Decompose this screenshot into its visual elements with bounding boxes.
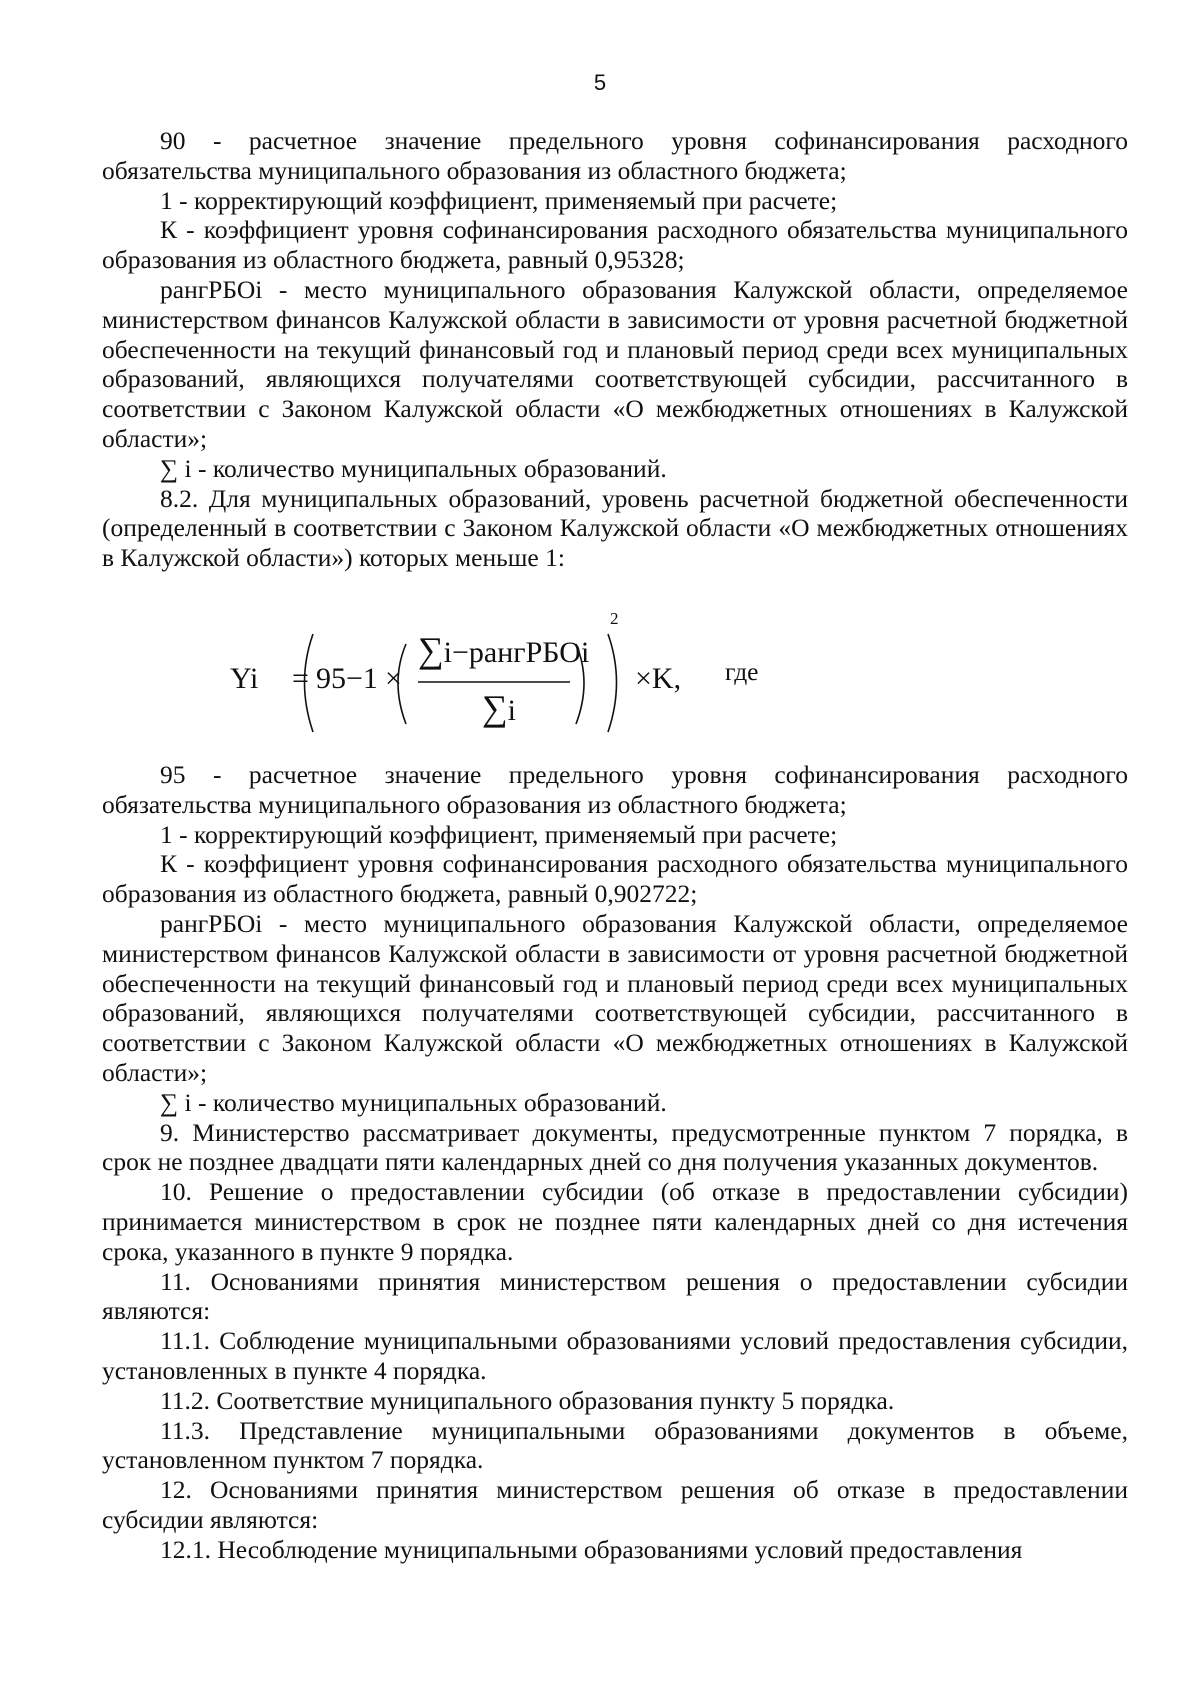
paragraph-sum-definition-2: ∑ i - количество муниципальных образований. — [160, 1087, 667, 1117]
paragraph-11: 11. Основаниями принятия министерством решения о предоставлении субсидии являются: — [102, 1266, 1128, 1326]
paragraph-90-definition: 90 - расчетное значение предельного уровня софинансирования расходного обязательства муниципального образования из областного бюджета; — [102, 126, 1128, 185]
paragraph-11-3: 11.3. Представление муниципальными образованиями документов в объеме, установленном пунктом 7 порядка. — [102, 1415, 1128, 1475]
paragraph-sum-definition: ∑ i - количество муниципальных образований. — [160, 453, 667, 483]
paragraph-rank-definition-2: рангРБОi - место муниципального образования Калужской области, определяемое министерством финансов Калужской области в зависимости от уровня расчетной бюджетной обеспеченности на текущий финансовый год и плановый период среди всех муниципальных образований, являющихся получателями соответствующей субсидии, рассчитанного в соответствии с Законом Калужской области «О межбюджетных отношениях в Калужской области»; — [102, 908, 1128, 1087]
paragraph-k-coefficient: К - коэффициент уровня софинансирования расходного обязательства муниципального образования из областного бюджета, равный 0,95328; — [102, 215, 1128, 275]
formula-where: где — [725, 657, 759, 686]
formula-lhs: Yi — [230, 662, 259, 695]
formula-equals: = — [292, 662, 309, 695]
formula-numerator — [418, 632, 589, 668]
formula-exponent: 2 — [610, 609, 619, 628]
paragraph-11-1: 11.1. Соблюдение муниципальными образованиями условий предоставления субсидии, установленных в пункте 4 порядка. — [102, 1326, 1128, 1385]
middle-text-block — [102, 760, 1128, 1565]
paragraph-12: 12. Основаниями принятия министерством решения об отказе в предоставлении субсидии являются: — [102, 1475, 1128, 1534]
paragraph-12-1: 12.1. Несоблюдение муниципальными образованиями условий предоставления — [160, 1534, 1023, 1564]
paragraph-rank-definition: рангРБОi - место муниципального образования Калужской области, определяемое министерством финансов Калужской области в зависимости от уровня расчетной бюджетной обеспеченности на текущий финансовый год и плановый период среди всех муниципальных образований, являющихся получателями соответствующей субсидии, рассчитанного в соответствии с Законом Калужской области «О межбюджетных отношениях в Калужской области»; — [102, 274, 1128, 453]
paragraph-k-coefficient-2: К - коэффициент уровня софинансирования расходного обязательства муниципального образования из областного бюджета, равный 0,902722; — [102, 849, 1128, 909]
paragraph-correction-coefficient-2: 1 - корректирующий коэффициент, применяемый при расчете; — [160, 819, 838, 849]
sum-symbol-numerator: ∑ — [418, 630, 444, 670]
paragraph-10: 10. Решение о предоставлении субсидии (об отказе в предоставлении субсидии) принимается министерством в срок не позднее пяти календарных дней со дня истечения срока, указанного в пункте 9 порядка. — [102, 1177, 1128, 1266]
numerator-text: i−рангРБОi — [443, 636, 590, 669]
top-text-block — [102, 126, 1128, 573]
formula-tail: ×K, — [635, 662, 682, 695]
subsidy-formula — [230, 609, 750, 752]
outer-right-paren — [608, 634, 617, 732]
page-number: 5 — [593, 70, 607, 95]
paragraph-95-definition: 95 - расчетное значение предельного уровня софинансирования расходного обязательства муниципального образования из областного бюджета; — [102, 760, 1128, 819]
formula-times: × — [385, 662, 402, 695]
paragraph-11-2: 11.2. Соответствие муниципального образования пункту 5 порядка. — [160, 1385, 895, 1415]
formula-denominator — [482, 690, 516, 726]
sum-symbol-denominator: ∑ — [482, 688, 508, 728]
paragraph-9: 9. Министерство рассматривает документы, предусмотренные пунктом 7 порядка, в срок не позднее двадцати пяти календарных дней со дня получения указанных документов. — [102, 1117, 1128, 1177]
paragraph-correction-coefficient: 1 - корректирующий коэффициент, применяемый при расчете; — [160, 185, 838, 215]
denominator-text: i — [507, 694, 517, 727]
formula-constant: 95−1 — [316, 662, 378, 695]
paragraph-8-2: 8.2. Для муниципальных образований, уровень расчетной бюджетной обеспеченности (определенный в соответствии с Законом Калужской области «О межбюджетных отношениях в Калужской области») которых меньше 1: — [102, 483, 1128, 573]
